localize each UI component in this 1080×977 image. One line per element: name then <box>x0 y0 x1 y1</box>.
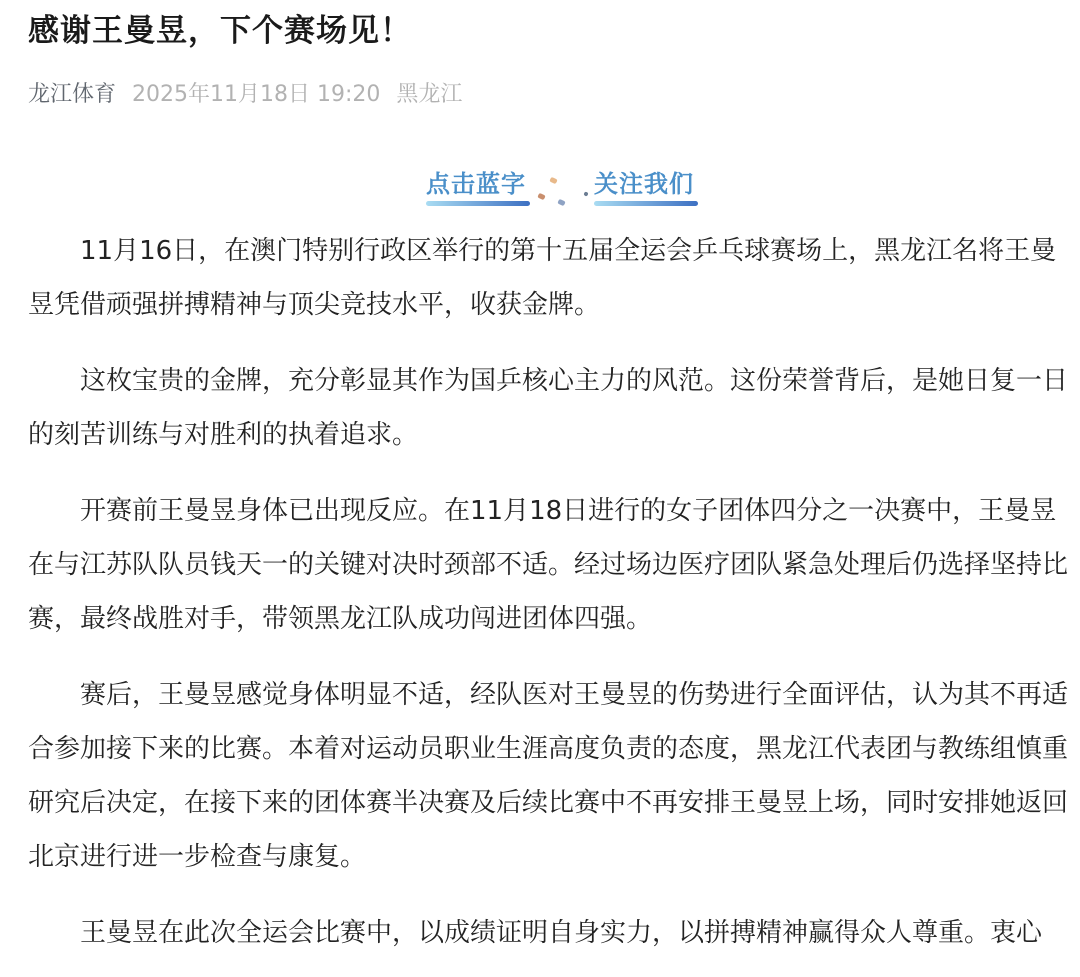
follow-right-text: 关注我们 <box>594 170 694 198</box>
paragraph: 赛后，王曼昱感觉身体明显不适，经队医对王曼昱的伤势进行全面评估，认为其不再适合参加接下来的比赛。本着对运动员职业生涯高度负责的态度，黑龙江代表团与教练组慎重研究后决定，在接下来的团体赛半决赛及后续比赛中不再安排王曼昱上场，同时安排她返回北京进行进一步检查与康复。 <box>28 680 1069 872</box>
confetti-decoration <box>537 193 545 200</box>
underline-decoration <box>594 201 698 206</box>
paragraph: 王曼昱在此次全运会比赛中，以成绩证明自身实力，以拼搏精神赢得众人尊重。衷心 <box>80 918 1043 948</box>
confetti-decoration <box>557 199 565 206</box>
follow-banner[interactable] <box>398 156 698 216</box>
location: 黑龙江 <box>396 82 463 107</box>
article-body <box>28 224 1068 960</box>
publish-date: 2025年11月18日 19:20 <box>132 82 381 107</box>
author-link[interactable]: 龙江体育 <box>28 82 117 107</box>
paragraph: 开赛前王曼昱身体已出现反应。在11月18日进行的女子团体四分之一决赛中，王曼昱在与江苏队队员钱天一的关键对决时颈部不适。经过场边医疗团队紧急处理后仍选择坚持比赛，最终战胜对手，带领黑龙江队成功闯进团体四强。 <box>28 496 1069 634</box>
paragraph: 11月16日，在澳门特别行政区举行的第十五届全运会乒乓球赛场上，黑龙江名将王曼昱凭借顽强拼搏精神与顶尖竞技水平，收获金牌。 <box>28 236 1057 320</box>
follow-left-text: 点击蓝字 <box>426 170 526 198</box>
confetti-decoration <box>549 177 557 184</box>
underline-decoration <box>426 201 530 206</box>
paragraph: 这枚宝贵的金牌，充分彰显其作为国乒核心主力的风范。这份荣誉背后，是她日复一日的刻苦训练与对胜利的执着追求。 <box>28 366 1069 450</box>
confetti-decoration <box>583 191 588 196</box>
article-meta <box>28 80 1068 110</box>
article-title: 感谢王曼昱，下个赛场见！ <box>28 13 412 49</box>
